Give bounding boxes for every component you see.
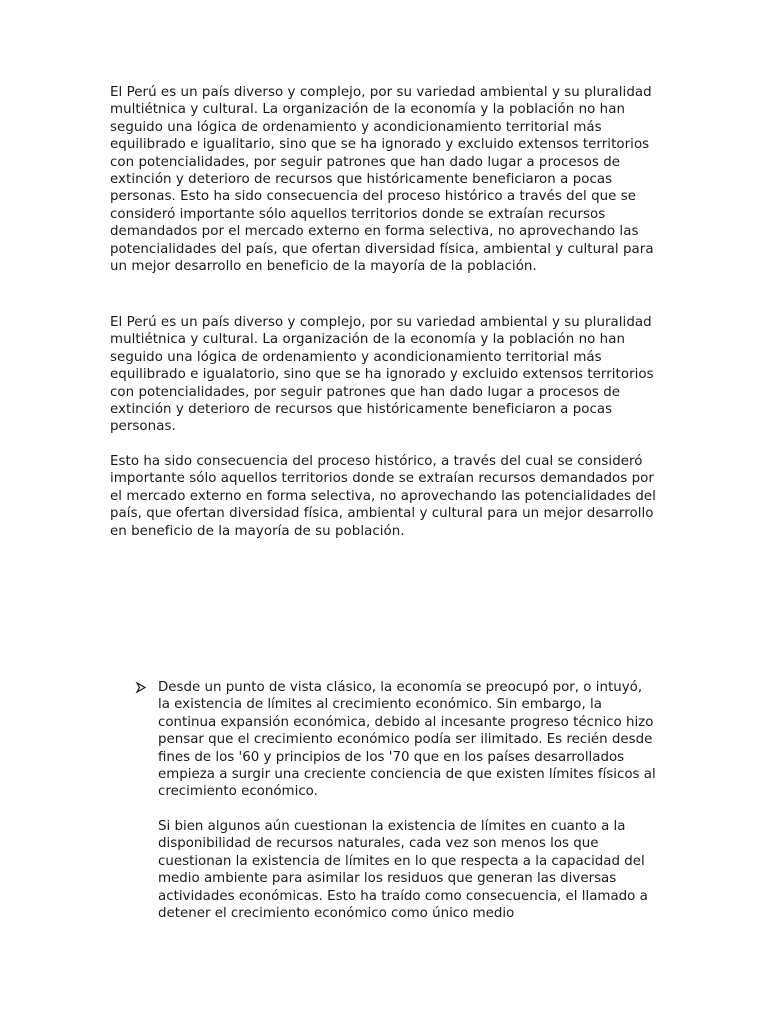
paragraph-2: El Perú es un país diverso y complejo, por su variedad ambiental y su pluralidad multiétnica y cultural. La organización de la economía y la población no han seguido una lógica de ordenamiento y acondicionamiento territorial más equilibrado e igualatorio, sino que se ha ignorado y excluido extensos territorios con potencialidades, por seguir patrones que han dado lugar a procesos de extinción y deterioro de recursos que históricamente beneficiaron a pocas personas.	[110, 315, 654, 435]
paragraph-1: El Perú es un país diverso y complejo, por su variedad ambiental y su pluralidad multiétnica y cultural. La organización de la economía y la población no han seguido una lógica de ordenamiento y acondicionamiento territorial más equilibrado e igualitario, sino que se ha ignorado y excluido extensos territorios con potencialidades, por seguir patrones que han dado lugar a procesos de extinción y deterioro de recursos que históricamente beneficiaron a pocas personas. Esto ha sido consecuencia del proceso histórico a través del que se consideró importante sólo aquellos territorios donde se extraían recursos demandados por el mercado externo en forma selectiva, no aprovechando las potencialidades del país, que ofertan diversidad física, ambiental y cultural para un mejor desarrollo en beneficio de la mayoría de la población.	[110, 85, 654, 275]
bullet-continuation-paragraph: Si bien algunos aún cuestionan la existencia de límites en cuanto a la disponibilidad de recursos naturales, cada vez son menos los que cuestionan la existencia de límites en lo que respecta a la capacidad del medio ambiente para asimilar los residuos que generan las diversas actividades económicas. Esto ha traído como consecuencia, el llamado a detener el crecimiento económico como único medio	[158, 819, 648, 922]
bullet-text: Desde un punto de vista clásico, la economía se preocupó por, o intuyó, la existencia de límites al crecimiento económico. Sin embargo, la continua expansión económica, debido al incesante progreso técnico hizo pensar que el crecimiento económico podía ser ilimitado. Es recién desde fines de los '60 y principios de los '70 que en los países desarrollados empieza a surgir una creciente conciencia de que existen límites físicos al crecimiento económico.	[158, 680, 656, 800]
arrowhead-bullet-icon	[134, 679, 148, 696]
paragraph-3: Esto ha sido consecuencia del proceso histórico, a través del cual se consideró importante sólo aquellos territorios donde se extraían recursos demandados por el mercado externo en forma selectiva, no aprovechando las potencialidades del país, que ofertan diversidad física, ambiental y cultural para un mejor desarrollo en beneficio de la mayoría de su población.	[110, 454, 656, 539]
